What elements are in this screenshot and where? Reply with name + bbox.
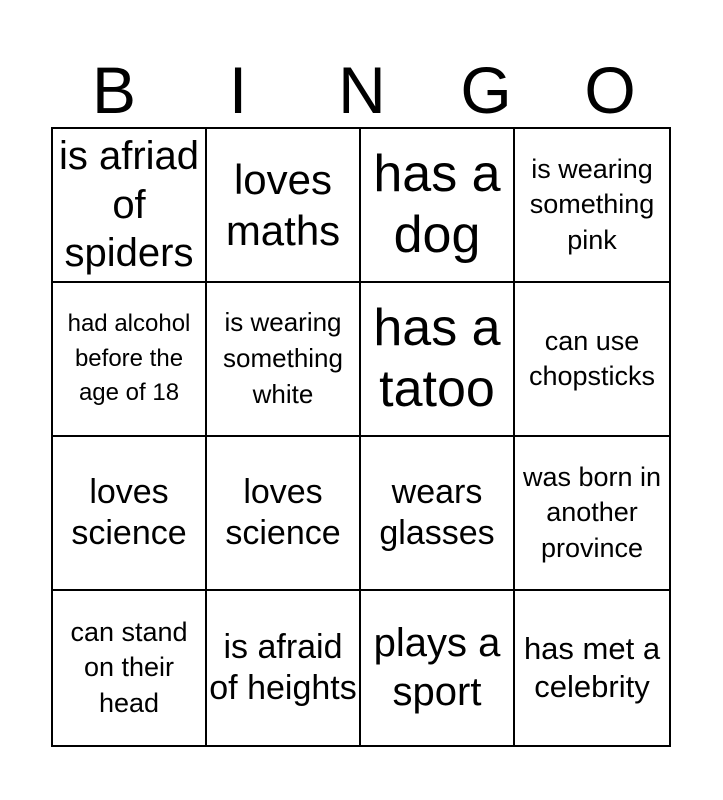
bingo-cell-r3-c1[interactable]: [53, 437, 207, 591]
bingo-cell-r2-c1[interactable]: [53, 283, 207, 437]
bingo-cell-r1-c4[interactable]: [515, 129, 669, 283]
cell-text: is wearing something white: [223, 307, 343, 409]
title-letter-b: B: [91, 53, 137, 127]
bingo-cell-r2-c4[interactable]: [515, 283, 669, 437]
bingo-cell-r4-c2[interactable]: [207, 591, 361, 745]
cell-text: can stand on their head: [70, 617, 188, 718]
bingo-cell-r3-c4[interactable]: [515, 437, 669, 591]
cell-text: plays a sport: [373, 621, 501, 714]
bingo-cell-r1-c2[interactable]: [207, 129, 361, 283]
bingo-cell-r4-c4[interactable]: [515, 591, 669, 745]
cell-text: wears glasses: [379, 473, 495, 552]
bingo-cell-r1-c3[interactable]: [361, 129, 515, 283]
cell-text: is afriad of spiders: [58, 133, 200, 276]
bingo-cell-r3-c3[interactable]: [361, 437, 515, 591]
title-letter-o: O: [584, 53, 636, 127]
bingo-cell-r3-c2[interactable]: [207, 437, 361, 591]
cell-text: is wearing something pink: [529, 154, 655, 255]
cell-text: is afraid of heights: [209, 628, 357, 707]
bingo-cell-r4-c1[interactable]: [53, 591, 207, 745]
bingo-title: [52, 52, 672, 128]
cell-text: has met a celebrity: [523, 631, 661, 704]
bingo-cell-r4-c3[interactable]: [361, 591, 515, 745]
cell-text: has a dog: [373, 144, 501, 264]
bingo-cell-r2-c3[interactable]: [361, 283, 515, 437]
cell-text: can use chopsticks: [528, 325, 656, 391]
bingo-card-grid: [51, 127, 671, 747]
cell-text: loves science: [71, 473, 187, 552]
title-letter-n: N: [338, 53, 386, 127]
bingo-cell-r2-c2[interactable]: [207, 283, 361, 437]
cell-text: loves maths: [225, 155, 341, 254]
title-letter-i: I: [228, 53, 248, 127]
cell-text: had alcohol before the age of 18: [67, 309, 191, 407]
bingo-cell-r1-c1[interactable]: [53, 129, 207, 283]
title-letter-g: G: [460, 53, 512, 127]
cell-text: has a tatoo: [373, 298, 501, 418]
cell-text: loves science: [225, 473, 341, 552]
cell-text: was born in another province: [522, 462, 662, 563]
